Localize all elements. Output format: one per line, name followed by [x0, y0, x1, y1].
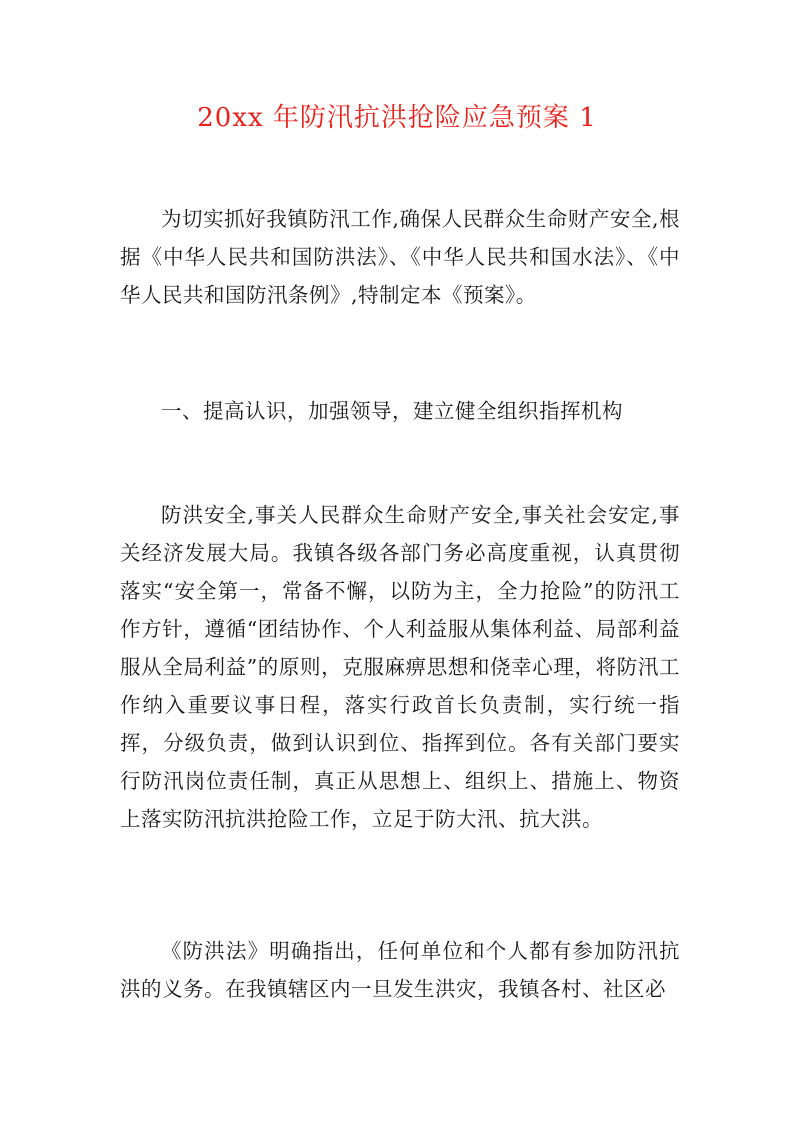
section-heading-1: 一、提高认识，加强领导，建立健全组织指挥机构: [161, 399, 623, 423]
body-paragraph-1: 防洪安全,事关人民群众生命财产安全,事关社会安定,事关经济发展大局。我镇各级各部门务必高度重视，认真贯彻落实“安全第一，常备不懈，以防为主，全力抢险”的防汛工作方针，遵循“团结协作、个人利益服从集体利益、局部利益服从全局利益”的原则，克服麻痹思想和侥幸心理，将防汛工作纳入重要议事日程，落实行政首长负责制，实行统一指挥，分级负责，做到认识到位、指挥到位。各有关部门要实行防汛岗位责任制，真正从思想上、组织上、措施上、物资上落实防汛抗洪抢险工作，立足于防大汛、抗大洪。: [120, 503, 680, 831]
document-title: 20xx 年防汛抗洪抢险应急预案 1: [197, 103, 597, 133]
intro-paragraph: 为切实抓好我镇防汛工作,确保人民群众生命财产安全,根据《中华人民共和国防洪法》、《中华人民共和国水法》、《中华人民共和国防汛条例》,特制定本《预案》。: [120, 207, 680, 307]
body-paragraph-2: 《防洪法》明确指出，任何单位和个人都有参加防汛抗洪的义务。在我镇辖区内一旦发生洪灾，我镇各村、社区必: [120, 939, 680, 1001]
